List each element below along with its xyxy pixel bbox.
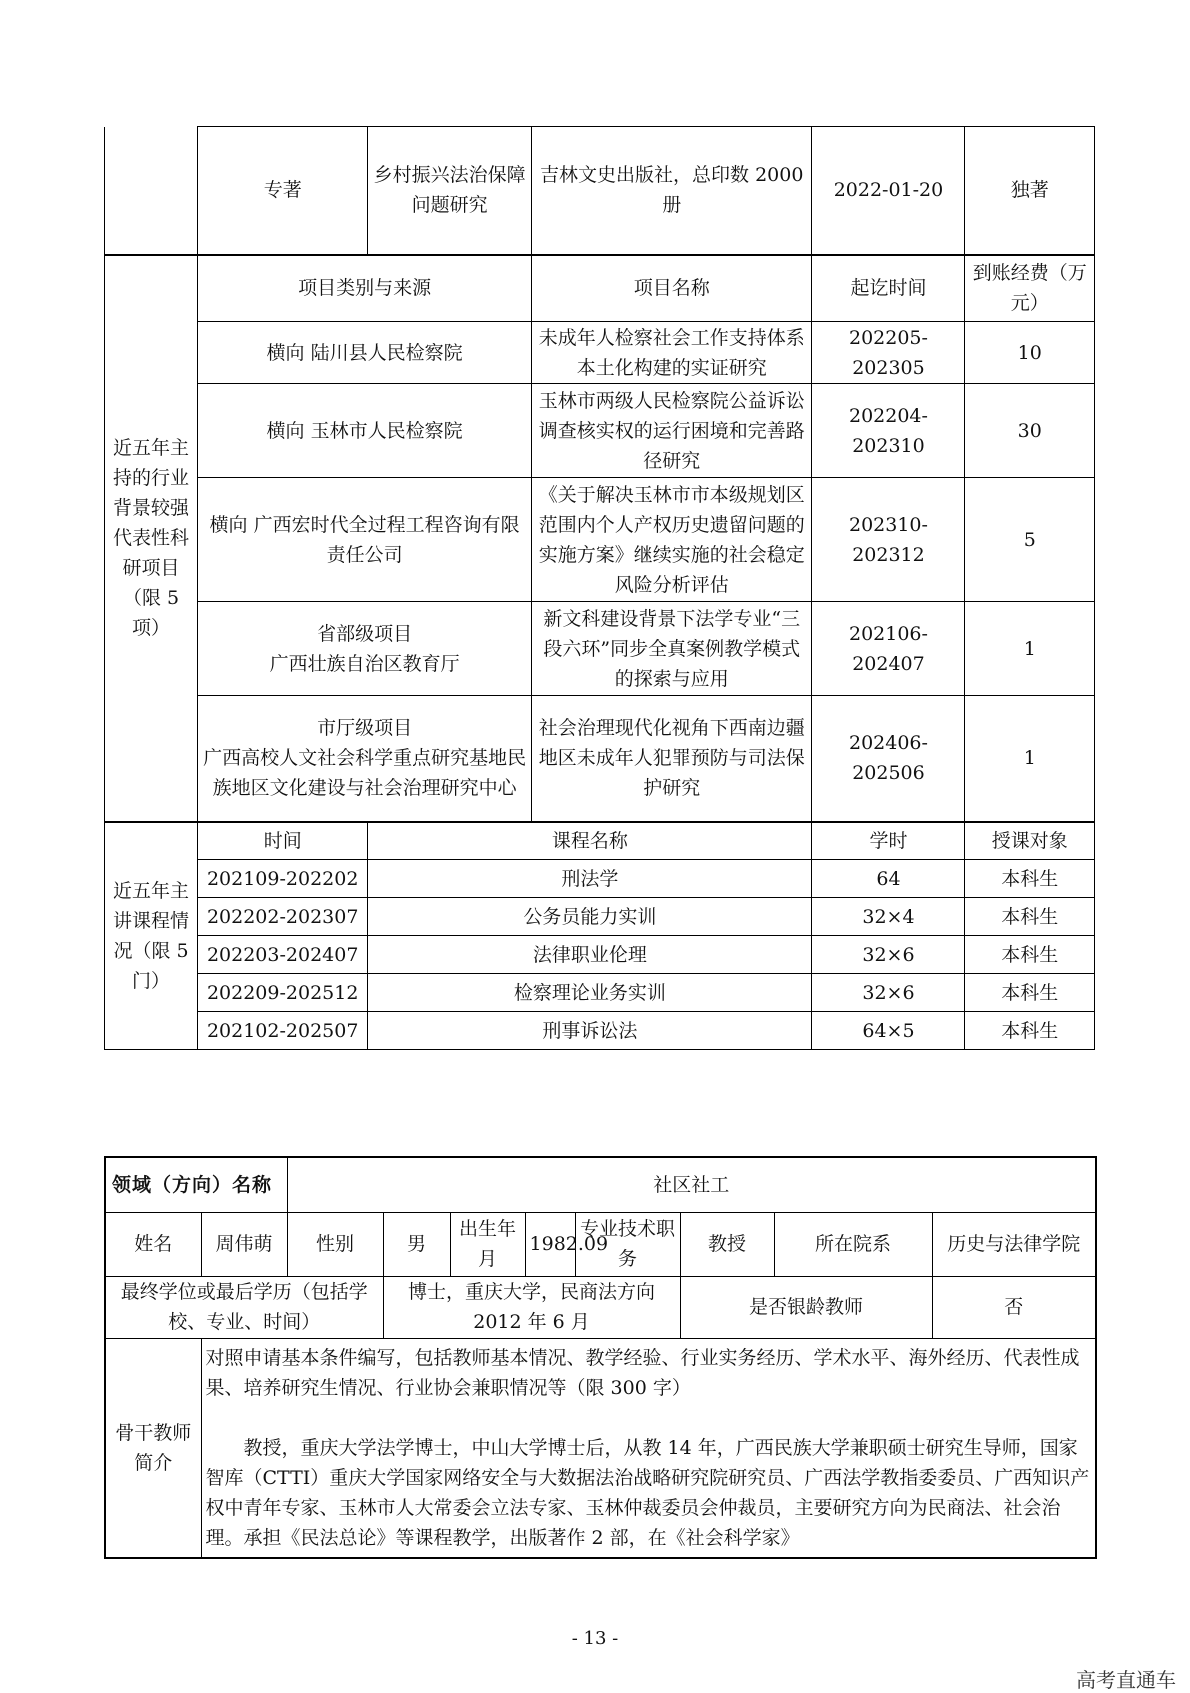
- course-row-1-hours: 64: [812, 860, 965, 898]
- degree-value-line1: 博士，重庆大学，民商法方向: [408, 1281, 656, 1303]
- title-value: 教授: [680, 1212, 774, 1276]
- birth-label: 出生年月: [450, 1212, 525, 1276]
- projects-header-source: 项目类别与来源: [198, 255, 532, 322]
- field-value: 社区社工: [287, 1157, 1096, 1212]
- dept-value: 历史与法律学院: [932, 1212, 1096, 1276]
- page-number: - 13 -: [571, 1628, 619, 1649]
- course-row-1-name: 刑法学: [368, 860, 812, 898]
- project-row-2-funding: 30: [965, 384, 1095, 478]
- course-row-2-time: 202202-202307: [198, 898, 368, 936]
- project-row-4-funding: 1: [965, 602, 1095, 696]
- course-row-1-time: 202109-202202: [198, 860, 368, 898]
- gender-label: 性别: [287, 1212, 383, 1276]
- course-row-2-audience: 本科生: [965, 898, 1095, 936]
- intro-instruction: 对照申请基本条件编写，包括教师基本情况、教学经验、行业实务经历、学术水平、海外经历、代表性成果、培养研究生情况、行业协会兼职情况等（限 300 字）: [205, 1346, 1080, 1399]
- course-row-5-hours: 64×5: [812, 1012, 965, 1050]
- projects-header-name: 项目名称: [532, 255, 812, 322]
- field-label: 领域（方向）名称: [105, 1157, 287, 1212]
- project-row-4-period: 202106-202407: [812, 602, 965, 696]
- continued-label-cell: [105, 127, 198, 255]
- course-row-4-audience: 本科生: [965, 974, 1095, 1012]
- project-row-5-funding: 1: [965, 696, 1095, 822]
- project-row-1-source: 横向 陆川县人民检察院: [198, 322, 532, 384]
- intro-label: 骨干教师简介: [105, 1338, 201, 1558]
- project-row-3-name: 《关于解决玉林市市本级规划区范围内个人产权历史遗留问题的实施方案》继续实施的社会稳定风险分析评估: [532, 478, 812, 602]
- project-row-3-period: 202310-202312: [812, 478, 965, 602]
- project-row-2-name: 玉林市两级人民检察院公益诉讼调查核实权的运行困境和完善路径研究: [532, 384, 812, 478]
- courses-header-time: 时间: [198, 822, 368, 860]
- gender-value: 男: [383, 1212, 450, 1276]
- course-row-4-time: 202209-202512: [198, 974, 368, 1012]
- course-row-1-audience: 本科生: [965, 860, 1095, 898]
- project-row-5-name: 社会治理现代化视角下西南边疆地区未成年人犯罪预防与司法保护研究: [532, 696, 812, 822]
- monograph-title: 乡村振兴法治保障问题研究: [368, 127, 532, 255]
- project-row-3-funding: 5: [965, 478, 1095, 602]
- course-row-5-name: 刑事诉讼法: [368, 1012, 812, 1050]
- project-row-4-source: 省部级项目 广西壮族自治区教育厅: [198, 602, 532, 696]
- courses-section-label: 近五年主讲课程情况（限 5 门）: [105, 822, 198, 1050]
- project-row-3-source: 横向 广西宏时代全过程工程咨询有限责任公司: [198, 478, 532, 602]
- project-row-1-period: 202205-202305: [812, 322, 965, 384]
- monograph-type: 专著: [198, 127, 368, 255]
- course-row-4-hours: 32×6: [812, 974, 965, 1012]
- project-row-1-name: 未成年人检察社会工作支持体系本土化构建的实证研究: [532, 322, 812, 384]
- monograph-publisher: 吉林文史出版社，总印数 2000 册: [532, 127, 812, 255]
- projects-header-funding: 到账经费（万元）: [965, 255, 1095, 322]
- project-row-2-source: 横向 玉林市人民检察院: [198, 384, 532, 478]
- intro-content: [201, 1338, 1096, 1558]
- courses-header-audience: 授课对象: [965, 822, 1095, 860]
- monograph-date: 2022-01-20: [812, 127, 965, 255]
- silver-label: 是否银龄教师: [680, 1276, 932, 1338]
- project-row-4-name: 新文科建设背景下法学专业“三段六环”同步全真案例教学模式的探索与应用: [532, 602, 812, 696]
- course-row-3-hours: 32×6: [812, 936, 965, 974]
- silver-value: 否: [932, 1276, 1096, 1338]
- project-row-5-source: 市厅级项目 广西高校人文社会科学重点研究基地民族地区文化建设与社会治理研究中心: [198, 696, 532, 822]
- watermark-text: 高考直通车: [1076, 1668, 1176, 1692]
- course-row-2-name: 公务员能力实训: [368, 898, 812, 936]
- project-row-1-funding: 10: [965, 322, 1095, 384]
- courses-header-name: 课程名称: [368, 822, 812, 860]
- title-label: 专业技术职务: [575, 1212, 680, 1276]
- projects-section-label: 近五年主持的行业背景较强代表性科研项目（限 5 项）: [105, 255, 198, 822]
- research-teaching-table: [104, 126, 1095, 1050]
- project-row-2-period: 202204-202310: [812, 384, 965, 478]
- name-value: 周伟萌: [201, 1212, 287, 1276]
- project-row-5-period: 202406-202506: [812, 696, 965, 822]
- course-row-3-name: 法律职业伦理: [368, 936, 812, 974]
- course-row-3-audience: 本科生: [965, 936, 1095, 974]
- course-row-5-time: 202102-202507: [198, 1012, 368, 1050]
- courses-header-hours: 学时: [812, 822, 965, 860]
- course-row-5-audience: 本科生: [965, 1012, 1095, 1050]
- dept-label: 所在院系: [774, 1212, 932, 1276]
- intro-text: 教授，重庆大学法学博士，中山大学博士后，从教 14 年，广西民族大学兼职硕士研究生导师，国家智库（CTTI）重庆大学国家网络安全与大数据法治战略研究院研究员、广西法学教指委委员、广西知识产权中青年专家、玉林市人大常委会立法专家、玉林仲裁委员会仲裁员，主要研究方向为民商法、社会治理。承担《民法总论》等课程教学，出版著作 2 部，在《社会科学家》: [205, 1436, 1090, 1549]
- degree-value: [383, 1276, 680, 1338]
- teacher-profile-table: [104, 1156, 1097, 1559]
- degree-label: 最终学位或最后学历（包括学校、专业、时间）: [105, 1276, 383, 1338]
- birth-value: 1982.09: [525, 1212, 575, 1276]
- course-row-3-time: 202203-202407: [198, 936, 368, 974]
- course-row-2-hours: 32×4: [812, 898, 965, 936]
- monograph-role: 独著: [965, 127, 1095, 255]
- projects-header-period: 起讫时间: [812, 255, 965, 322]
- name-label: 姓名: [105, 1212, 201, 1276]
- course-row-4-name: 检察理论业务实训: [368, 974, 812, 1012]
- degree-value-line2: 2012 年 6 月: [473, 1311, 590, 1333]
